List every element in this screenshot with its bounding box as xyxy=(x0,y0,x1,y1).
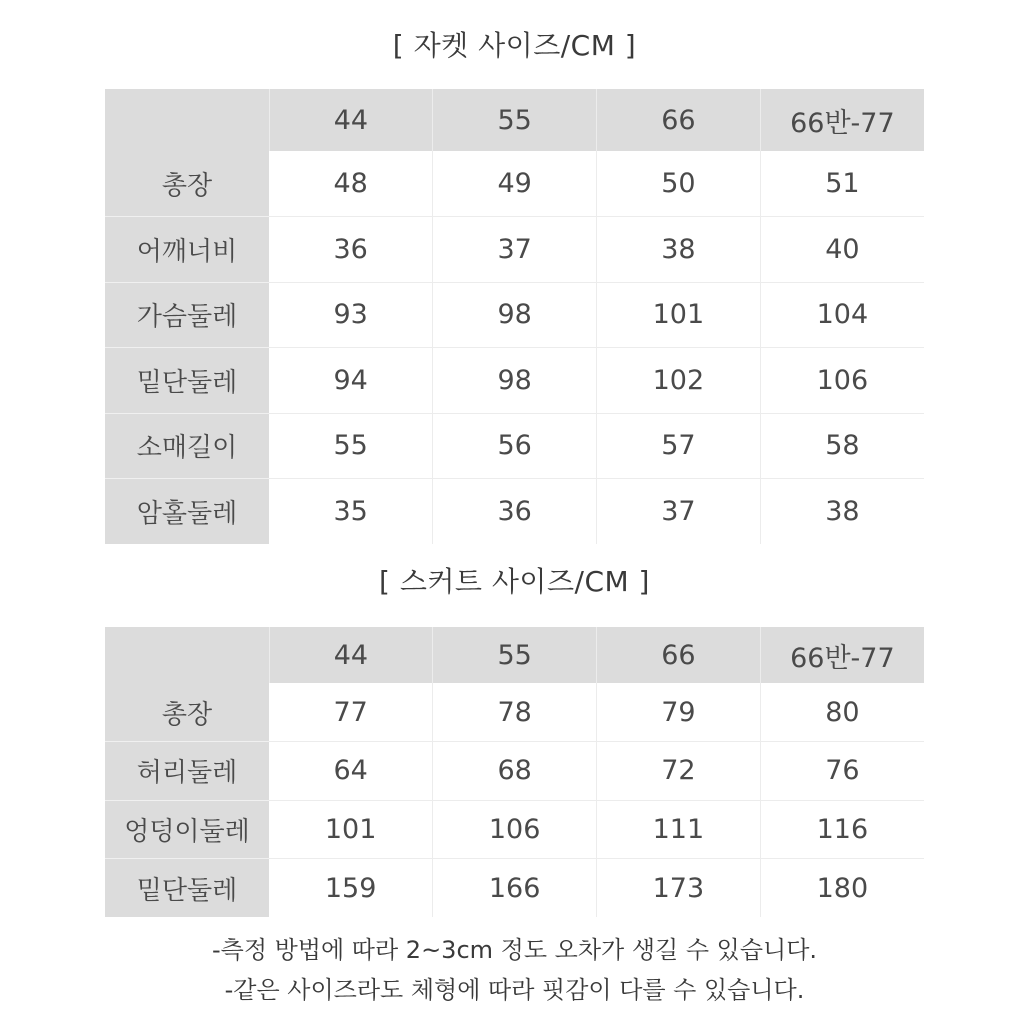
table-cell: 72 xyxy=(597,742,761,801)
table-cell: 37 xyxy=(433,217,597,283)
row-label: 총장 xyxy=(105,151,269,217)
table-cell: 116 xyxy=(760,800,924,859)
skirt-size-title: [ 스커트 사이즈/CM ] xyxy=(379,565,650,598)
table-cell: 159 xyxy=(269,859,433,918)
table-row xyxy=(105,282,924,348)
table-cell: 76 xyxy=(760,742,924,801)
table-row xyxy=(105,151,924,217)
row-label: 소매길이 xyxy=(105,413,269,479)
table-cell: 36 xyxy=(433,479,597,545)
jacket-size-title: [ 자켓 사이즈/CM ] xyxy=(392,29,637,62)
skirt-size-table xyxy=(105,627,924,917)
size-header: 66 xyxy=(597,627,761,683)
table-cell: 35 xyxy=(269,479,433,545)
table-cell: 78 xyxy=(433,683,597,742)
jacket-size-table xyxy=(105,89,924,544)
note-line: -같은 사이즈라도 체형에 따라 핏감이 다를 수 있습니다. xyxy=(224,976,805,1004)
table-cell: 40 xyxy=(760,217,924,283)
row-label: 허리둘레 xyxy=(105,742,269,801)
table-cell: 101 xyxy=(269,800,433,859)
note-line: -측정 방법에 따라 2~3cm 정도 오차가 생길 수 있습니다. xyxy=(211,936,818,964)
row-label: 엉덩이둘레 xyxy=(105,800,269,859)
row-label: 밑단둘레 xyxy=(105,859,269,918)
size-header: 66반-77 xyxy=(760,89,924,151)
table-header-row xyxy=(105,89,924,151)
table-cell: 38 xyxy=(760,479,924,545)
table-cell: 106 xyxy=(433,800,597,859)
row-label: 총장 xyxy=(105,683,269,742)
table-cell: 104 xyxy=(760,282,924,348)
table-cell: 56 xyxy=(433,413,597,479)
table-row xyxy=(105,742,924,801)
table-cell: 50 xyxy=(597,151,761,217)
table-cell: 51 xyxy=(760,151,924,217)
row-label: 가슴둘레 xyxy=(105,282,269,348)
table-cell: 94 xyxy=(269,348,433,414)
table-cell: 98 xyxy=(433,348,597,414)
table-cell: 49 xyxy=(433,151,597,217)
table-row xyxy=(105,479,924,545)
header-corner xyxy=(105,89,269,151)
size-header: 55 xyxy=(433,89,597,151)
size-header: 44 xyxy=(269,89,433,151)
table-cell: 37 xyxy=(597,479,761,545)
table-row xyxy=(105,217,924,283)
size-header: 66반-77 xyxy=(760,627,924,683)
table-header-row xyxy=(105,627,924,683)
table-cell: 64 xyxy=(269,742,433,801)
table-cell: 58 xyxy=(760,413,924,479)
table-cell: 101 xyxy=(597,282,761,348)
table-cell: 55 xyxy=(269,413,433,479)
table-cell: 36 xyxy=(269,217,433,283)
table-row xyxy=(105,413,924,479)
table-cell: 166 xyxy=(433,859,597,918)
table-cell: 48 xyxy=(269,151,433,217)
table-cell: 180 xyxy=(760,859,924,918)
table-row xyxy=(105,348,924,414)
header-corner xyxy=(105,627,269,683)
table-cell: 106 xyxy=(760,348,924,414)
table-cell: 102 xyxy=(597,348,761,414)
table-cell: 77 xyxy=(269,683,433,742)
row-label: 어깨너비 xyxy=(105,217,269,283)
table-cell: 80 xyxy=(760,683,924,742)
size-header: 44 xyxy=(269,627,433,683)
table-cell: 57 xyxy=(597,413,761,479)
row-label: 암홀둘레 xyxy=(105,479,269,545)
table-cell: 98 xyxy=(433,282,597,348)
table-cell: 173 xyxy=(597,859,761,918)
table-cell: 38 xyxy=(597,217,761,283)
table-cell: 111 xyxy=(597,800,761,859)
row-label: 밑단둘레 xyxy=(105,348,269,414)
size-header: 55 xyxy=(433,627,597,683)
table-cell: 79 xyxy=(597,683,761,742)
table-cell: 93 xyxy=(269,282,433,348)
table-row xyxy=(105,859,924,918)
size-notes xyxy=(0,930,1029,1010)
size-header: 66 xyxy=(597,89,761,151)
table-row xyxy=(105,683,924,742)
table-cell: 68 xyxy=(433,742,597,801)
table-row xyxy=(105,800,924,859)
